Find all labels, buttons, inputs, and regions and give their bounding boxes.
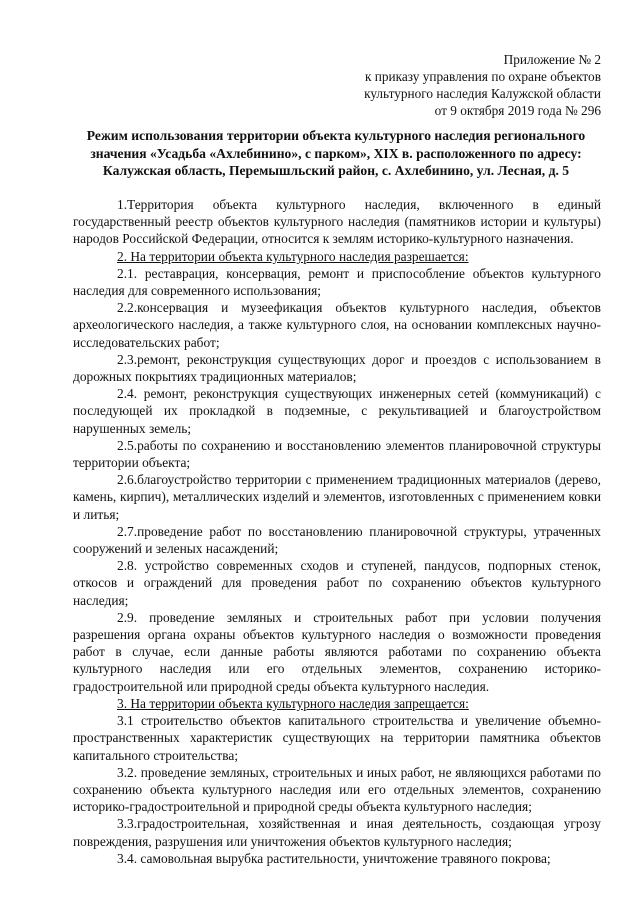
section-heading-3-text: 3. На территории объекта культурного наследия запрещается: [117, 695, 469, 711]
paragraph-2-4: 2.4. ремонт, реконструкция существующих инженерных сетей (коммуникаций) с последующей их прокладкой в подземные, с рекультивацией и благоустройством нарушенных земель; [73, 386, 601, 436]
paragraph-2-9: 2.9. проведение земляных и строительных работ при условии получения разрешения органа охраны объектов культурного наследия о возможности проведения работ в случае, если данные работы являются работами по сохранению объекта культурного наследия или его отдельных элементов, сохранению историко-градостроительной или природной среды объекта культурного наследия. [73, 609, 601, 694]
paragraph-3-4: 3.4. самовольная вырубка растительности, уничтожение травяного покрова; [117, 850, 551, 866]
paragraph-2-2: 2.2.консервация и музеефикация объектов культурного наследия, объектов археологического наследия, а также культурного слоя, на основании комплексных научно-исследовательских работ; [73, 300, 601, 350]
annex-header [301, 51, 601, 119]
document-title [66, 127, 606, 180]
paragraph-2-5: 2.5.работы по сохранению и восстановлению элементов планировочной структуры территории объекта; [73, 437, 601, 471]
paragraph-2-6: 2.6.благоустройство территории с применением традиционных материалов (дерево, камень, кирпич), металлических изделий и элементов, изготовленных с применением ковки и литья; [73, 472, 601, 522]
paragraph-3-1: 3.1 строительство объектов капитального строительства и увеличение объемно-пространственных характеристик существующих на территории памятника объектов капитального строительства; [73, 713, 601, 763]
annex-order-line: к приказу управления по охране объектов [364, 69, 601, 84]
document-body [73, 196, 601, 867]
title-line-1: Режим использования территории объекта культурного наследия регионального [86, 128, 586, 143]
section-heading-2-text: 2. На территории объекта культурного наследия разрешается: [117, 248, 469, 264]
paragraph-2-8: 2.8. устройство современных сходов и ступеней, пандусов, подпорных стенок, откосов и ограждений для проведения работ по сохранению объектов культурного наследия; [73, 558, 601, 608]
annex-number: Приложение № 2 [503, 52, 601, 67]
paragraph-2-7: 2.7.проведение работ по восстановлению планировочной структуры, утраченных сооружений и зеленых насаждений; [73, 523, 601, 557]
paragraph-3-3: 3.3.градостроительная, хозяйственная и иная деятельность, создающая угрозу повреждения, разрушения или уничтожения объектов культурного наследия; [73, 816, 601, 849]
section-heading-3 [73, 695, 601, 712]
paragraph-2-1: 2.1. реставрация, консервация, ремонт и приспособление объектов культурного наследия для современного использования; [73, 265, 601, 299]
paragraph-3-2: 3.2. проведение земляных, строительных и иных работ, не являющихся работами по сохранению объекта культурного наследия или его отдельных элементов, сохранению историко-градостроительной и природной среды объекта культурного наследия; [73, 764, 601, 815]
title-line-3: Калужская область, Перемышльский район, с. Ахлебинино, ул. Лесная, д. 5 [102, 163, 570, 178]
annex-date-line: от 9 октября 2019 года № 296 [434, 103, 601, 118]
section-heading-2 [73, 248, 601, 265]
paragraph-1: 1.Территория объекта культурного наследия, включенного в единый государственный реестр объектов культурного наследия (памятников истории и культуры) народов Российской Федерации, относится к землям историко-культурного назначения. [73, 197, 601, 247]
annex-department-line: культурного наследия Калужской области [364, 86, 601, 101]
title-line-2: значения «Усадьба «Ахлебинино», с парком», XIX в. расположенного по адресу: [90, 145, 582, 161]
paragraph-2-3: 2.3.ремонт, реконструкция существующих дорог и проездов с использованием в дорожных покрытиях традиционных материалов; [73, 351, 601, 385]
